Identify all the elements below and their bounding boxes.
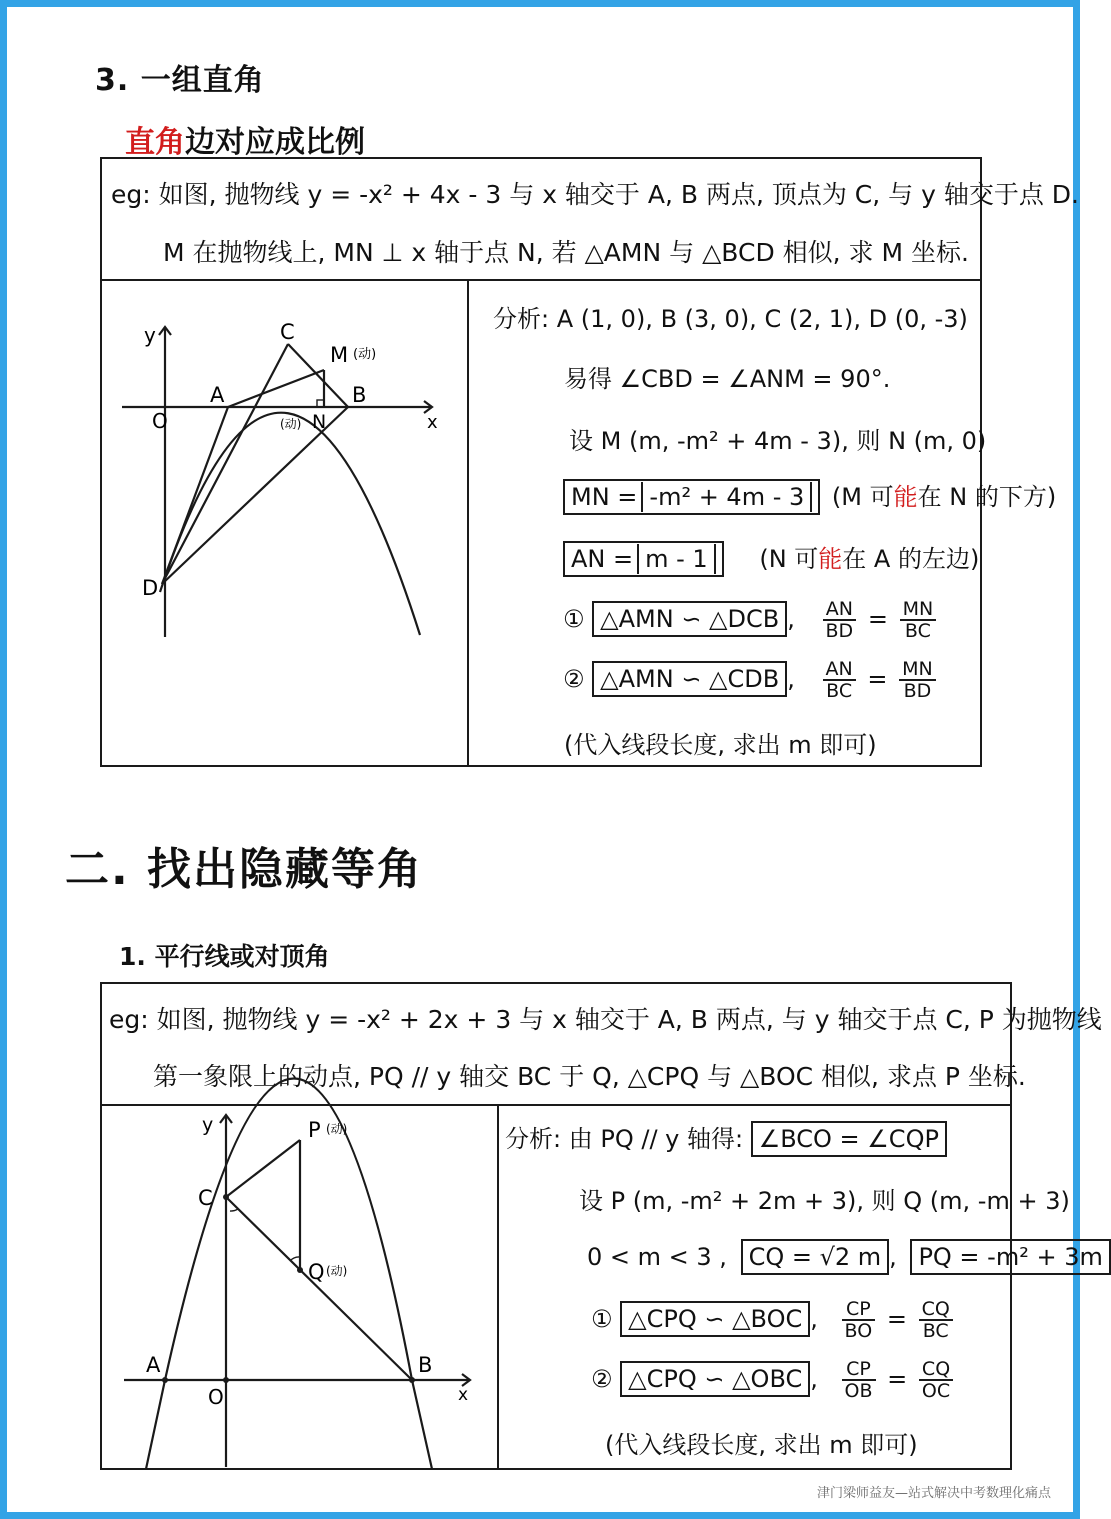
- subheading-rest: 边对应成比例: [185, 125, 365, 160]
- mn-box: [563, 479, 820, 515]
- analysis-1-an-row: [563, 539, 979, 577]
- case-2-frac-right-den: BD: [903, 680, 932, 702]
- label-b: B: [352, 383, 367, 407]
- label-n-tag: (动): [280, 417, 302, 431]
- mn-lhs: MN =: [571, 483, 638, 511]
- case-2-frac-left-den: BC: [826, 680, 853, 702]
- section-2-heading: 二. 找出隐藏等角: [65, 844, 424, 895]
- segment-db: [162, 407, 348, 584]
- analysis-1-angle: 易得 ∠CBD = ∠ANM = 90°.: [564, 365, 891, 393]
- mn-note: [832, 483, 1056, 511]
- point-a-dot: [162, 1377, 168, 1383]
- case-1-frac-left-den: BO: [844, 1320, 873, 1342]
- mn-note-red: 能: [893, 483, 918, 511]
- case-1-sim: △CPQ ∽ △BOC: [620, 1301, 810, 1337]
- case-1-comma: ,: [810, 1305, 818, 1333]
- case-2-frac-right: [899, 659, 936, 701]
- label-b: B: [418, 1353, 433, 1377]
- problem-2-line-2: 第一象限上的动点, PQ // y 轴交 BC 于 Q, △CPQ 与 △BOC 相似, 求点 P 坐标.: [153, 1062, 1026, 1091]
- label-x: x: [458, 1385, 469, 1405]
- analysis-2-conclusion: (代入线段长度, 求出 m 即可): [605, 1431, 918, 1459]
- case-2-frac-right-num: MN: [899, 659, 936, 681]
- range-comma: ,: [889, 1243, 897, 1271]
- case-2-sim: △AMN ∽ △CDB: [592, 661, 787, 697]
- analysis-1-points: [493, 299, 968, 334]
- angle-mark-c: [230, 1209, 238, 1211]
- section-3-heading: 3. 一组直角: [95, 63, 265, 98]
- angle-mark-q: [290, 1257, 300, 1261]
- parabola-1: [160, 413, 420, 635]
- analysis-1-conclusion: (代入线段长度, 求出 m 即可): [564, 731, 877, 759]
- label-o: O: [208, 1385, 224, 1409]
- figure-1-graph: [102, 282, 466, 766]
- range-text: 0 < m < 3 ,: [587, 1243, 727, 1271]
- point-q-dot: [297, 1267, 303, 1273]
- analysis-1-set-m: 设 M (m, -m² + 4m - 3), 则 N (m, 0): [569, 427, 987, 455]
- case-1-num: ①: [591, 1305, 613, 1333]
- case-1-num: ①: [563, 605, 585, 633]
- label-p-tag: (动): [326, 1122, 348, 1136]
- case-2-eq: =: [867, 665, 888, 693]
- problem-2-line-1: eg: 如图, 抛物线 y = -x² + 2x + 3 与 x 轴交于 A, B 两点, 与 y 轴交于点 C, P 为抛物线: [109, 1005, 1102, 1034]
- analysis-1-coords: A (1, 0), B (3, 0), C (2, 1), D (0, -3): [556, 305, 968, 333]
- analysis-1-case-1: [563, 599, 940, 641]
- label-o: O: [152, 409, 168, 433]
- point-c-dot: [223, 1194, 229, 1200]
- label-p: P: [308, 1118, 321, 1142]
- case-1-eq: =: [886, 1305, 907, 1333]
- subheading-red-char-2: 角: [155, 125, 185, 160]
- case-1-frac-left-num: AN: [823, 599, 857, 621]
- label-n: N: [312, 411, 327, 433]
- case-1-frac-right-num: CQ: [919, 1299, 953, 1321]
- case-1-frac-left: [823, 599, 857, 641]
- problem-2-column-divider: [497, 1104, 499, 1470]
- case-2-frac-left-num: AN: [823, 659, 856, 681]
- an-note-post: 在 A 的左边): [842, 545, 980, 573]
- case-2-frac-right-den: OC: [921, 1380, 951, 1402]
- label-c: C: [198, 1186, 213, 1210]
- case-2-comma: ,: [787, 665, 795, 693]
- segment-am: [228, 370, 324, 407]
- case-1-frac-left: [842, 1299, 876, 1341]
- label-m-tag: (动): [353, 347, 377, 362]
- mn-note-pre: (M 可: [831, 483, 894, 511]
- label-d: D: [142, 576, 159, 600]
- case-2-num: ②: [591, 1365, 613, 1393]
- segment-dc: [162, 344, 288, 584]
- analysis-1-label: 分析:: [493, 305, 550, 333]
- label-q: Q: [308, 1260, 325, 1284]
- case-2-frac-right: [919, 1359, 953, 1401]
- an-lhs: AN =: [571, 545, 634, 573]
- case-2-frac-left: [823, 659, 856, 701]
- case-1-frac-left-num: CP: [842, 1299, 876, 1321]
- pq-box: PQ = -m² + 3m: [910, 1239, 1110, 1275]
- an-abs: m - 1: [637, 544, 716, 574]
- analysis-2-derive-text: 由 PQ // y 轴得:: [568, 1125, 744, 1153]
- case-1-eq: =: [867, 605, 888, 633]
- subheading-red-char-1: 直: [125, 125, 155, 160]
- case-2-eq: =: [887, 1365, 908, 1393]
- section-3-subheading: [125, 117, 365, 161]
- label-y: y: [202, 1114, 214, 1136]
- analysis-1-mn-row: [563, 477, 1056, 515]
- analysis-2-label: 分析:: [505, 1125, 562, 1153]
- an-box: [563, 541, 724, 577]
- analysis-2-case-1: [591, 1299, 957, 1341]
- case-2-frac-right-num: CQ: [919, 1359, 953, 1381]
- mn-abs: -m² + 4m - 3: [641, 482, 812, 512]
- label-m: M: [330, 343, 349, 367]
- case-1-frac-right-num: MN: [900, 599, 937, 621]
- point-o-dot: [223, 1377, 229, 1383]
- problem-1-line-1: eg: 如图, 抛物线 y = -x² + 4x - 3 与 x 轴交于 A, B 两点, 顶点为 C, 与 y 轴交于点 D.: [111, 180, 1079, 209]
- angle-box: ∠BCO = ∠CQP: [751, 1121, 947, 1157]
- point-b-dot: [409, 1377, 415, 1383]
- label-x: x: [427, 412, 438, 433]
- case-1-frac-right-den: BC: [904, 620, 931, 642]
- an-note-pre: (N 可: [759, 545, 819, 573]
- figure-2-graph: [102, 1107, 496, 1469]
- case-2-comma: ,: [810, 1365, 818, 1393]
- case-1-sim: △AMN ∽ △DCB: [592, 601, 787, 637]
- problem-1-divider: [100, 279, 982, 281]
- analysis-2-case-2: [591, 1359, 957, 1401]
- case-1-frac-right-den: BC: [922, 1320, 949, 1342]
- an-note-red: 能: [818, 545, 843, 573]
- segment-cb: [226, 1197, 412, 1380]
- label-q-tag: (动): [326, 1264, 348, 1278]
- case-2-sim: △CPQ ∽ △OBC: [620, 1361, 810, 1397]
- case-1-frac-left-den: BD: [825, 620, 854, 642]
- problem-1-column-divider: [467, 279, 469, 767]
- label-y: y: [144, 323, 156, 347]
- case-1-comma: ,: [787, 605, 795, 633]
- case-1-frac-right: [900, 599, 937, 641]
- label-a: A: [210, 383, 225, 407]
- analysis-2-derive: [505, 1119, 947, 1157]
- case-2-frac-left-num: CP: [842, 1359, 876, 1381]
- problem-1-line-2: M 在抛物线上, MN ⊥ x 轴于点 N, 若 △AMN 与 △BCD 相似, 求 M 坐标.: [163, 238, 969, 267]
- case-2-num: ②: [563, 665, 585, 693]
- watermark: 津门梁师益友—站式解决中考数理化痛点: [816, 1486, 1051, 1501]
- mn-note-post: 在 N 的下方): [917, 483, 1057, 511]
- section-2-subheading: 1. 平行线或对顶角: [119, 942, 330, 971]
- case-2-frac-left: [842, 1359, 876, 1401]
- case-1-frac-right: [919, 1299, 953, 1341]
- segment-cp: [226, 1140, 300, 1197]
- parabola-2: [146, 1079, 432, 1470]
- an-note: [759, 545, 979, 573]
- analysis-2-set-p: 设 P (m, -m² + 2m + 3), 则 Q (m, -m + 3): [579, 1187, 1070, 1215]
- problem-2-divider: [100, 1104, 1012, 1106]
- cq-box: CQ = √2 m: [741, 1239, 890, 1275]
- label-c: C: [280, 320, 295, 344]
- label-a: A: [146, 1353, 161, 1377]
- analysis-2-range-row: [587, 1239, 1111, 1275]
- segment-da: [162, 407, 228, 584]
- case-2-frac-left-den: OB: [844, 1380, 873, 1402]
- analysis-1-case-2: [563, 659, 940, 701]
